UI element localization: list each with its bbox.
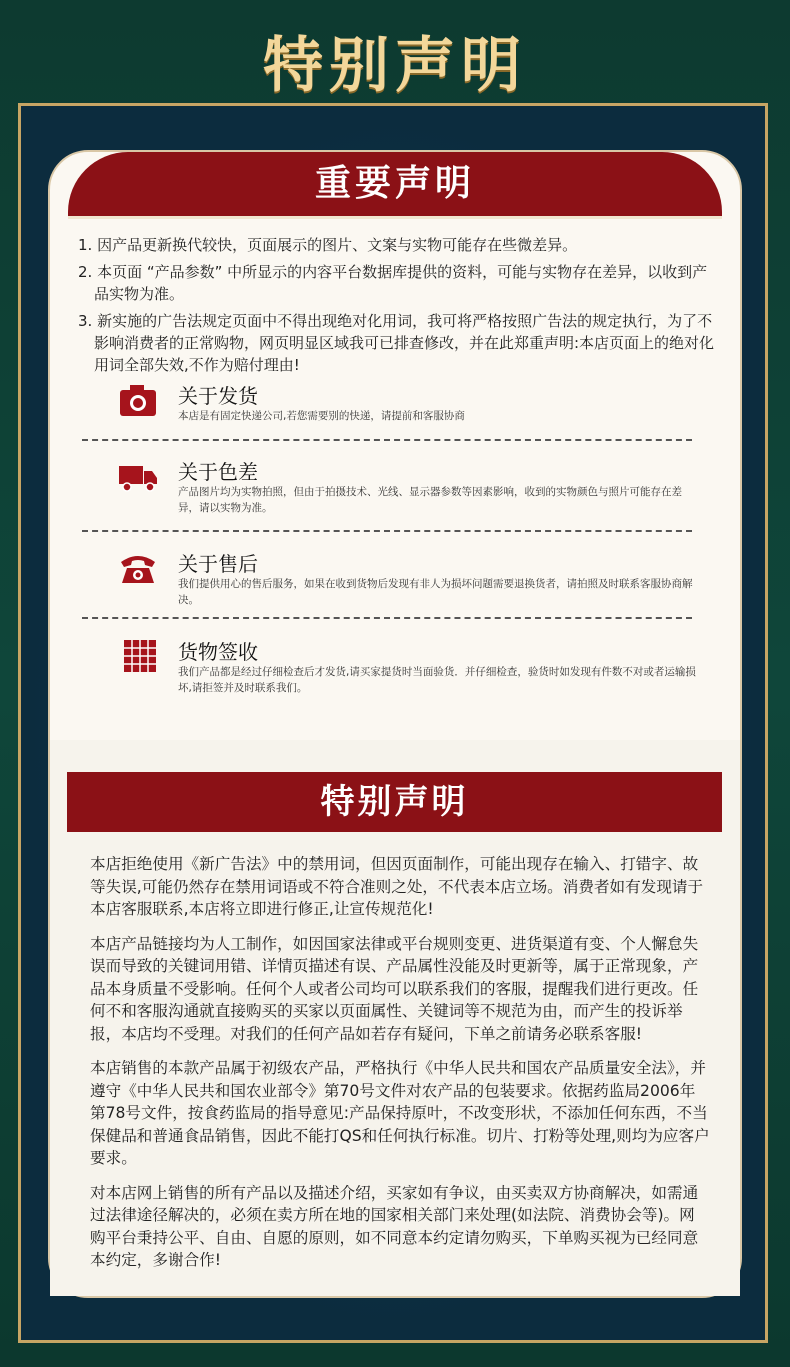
section-text: 产品图片均为实物拍照，但由于拍摄技术、光线、显示器参数等因素影响，收到的实物颜色与照片可能存在差异，请以实物为准。 bbox=[178, 486, 682, 514]
section-text: 我们提供用心的售后服务，如果在收到货物后发现有非人为损坏问题需要退换货者，请拍照及时联系客服协商解决。 bbox=[178, 578, 693, 606]
note-item: 3. 新实施的广告法规定页面中不得出现绝对化用词，我可将严格按照广告法的规定执行，为了不影响消费者的正常购物，网页明显区域我可已排查修改，并在此郑重声明:本店页面上的绝对化用词全部失效,不作为赔付理由! bbox=[78, 312, 715, 374]
section-title: 关于售后 bbox=[178, 552, 258, 576]
phone-icon bbox=[118, 550, 158, 586]
note-item: 2. 本页面 “产品参数” 中所显示的内容平台数据库提供的资料，可能与实物存在差异，以收到产品实物为准。 bbox=[78, 263, 708, 303]
page-title: 特别声明 bbox=[263, 31, 527, 101]
dashed-divider bbox=[82, 439, 692, 441]
grid-icon bbox=[118, 638, 158, 674]
section-text: 本店是有固定快递公司,若您需要别的快递，请提前和客服协商 bbox=[178, 410, 465, 422]
section-text: 我们产品都是经过仔细检查后才发货,请买家提货时当面验货．并仔细检查，验货时如发现有件数不对或者运输损坏,请拒签并及时联系我们。 bbox=[178, 666, 696, 694]
paragraph: 对本店网上销售的所有产品以及描述介绍，买家如有争议，由买卖双方协商解决，如需通过法律途径解决的，必须在卖方所在地的国家相关部门来处理(如法院、消费协会等)。网购平台秉持公平、自由、自愿的原则，如不同意本约定请勿购买，下单购买视为已经同意本约定，多谢合作! bbox=[90, 1183, 699, 1269]
important-banner bbox=[68, 152, 722, 219]
section-title: 关于发货 bbox=[178, 384, 258, 408]
camera-icon bbox=[118, 382, 158, 418]
paragraph: 本店销售的本款产品属于初级农产品，严格执行《中华人民共和国农产品质量安全法》，并遵守《中华人民共和国农业部令》第70号文件对农产品的包装要求。依据药监局2006年第78号文件，按食药监局的指导意见:产品保持原叶，不改变形状，不添加任何东西，不当保健品和普通食品销售，因此不能打QS和任何执行标准。切片、打粉等处理,则均为应客户要求。 bbox=[90, 1059, 710, 1167]
special-title: 特别声明 bbox=[320, 782, 469, 822]
special-paragraphs bbox=[90, 853, 710, 1284]
dashed-divider bbox=[82, 530, 692, 532]
section-title: 关于色差 bbox=[178, 460, 258, 484]
truck-icon bbox=[118, 458, 158, 494]
paragraph: 本店产品链接均为人工制作，如因国家法律或平台规则变更、进货渠道有变、个人懈怠失误而导致的关键词用错、详情页描述有误、产品属性没能及时更新等，属于正常现象，产品本身质量不受影响。任何个人或者公司均可以联系我们的客服，提醒我们进行更改。任何不和客服沟通就直接购买的买家以页面属性、关键词等不规范为由，而产生的投诉举报，本店均不受理。对我们的任何产品如若存有疑问，下单之前请务必联系客服! bbox=[90, 934, 699, 1043]
section-title: 货物签收 bbox=[178, 640, 258, 664]
important-notes bbox=[78, 234, 718, 381]
paragraph: 本店拒绝使用《新广告法》中的禁用词，但因页面制作，可能出现存在输入、打错字、故等失误,可能仍然存在禁用词语或不符合准则之处，不代表本店立场。消费者如有发现请于本店客服联系,本店将立即进行修正,让宣传规范化! bbox=[90, 855, 704, 918]
important-title: 重要声明 bbox=[314, 163, 475, 204]
special-banner bbox=[67, 772, 722, 832]
dashed-divider bbox=[82, 617, 692, 619]
note-item: 1. 因产品更新换代较快，页面展示的图片、文案与实物可能存在些微差异。 bbox=[78, 236, 578, 254]
